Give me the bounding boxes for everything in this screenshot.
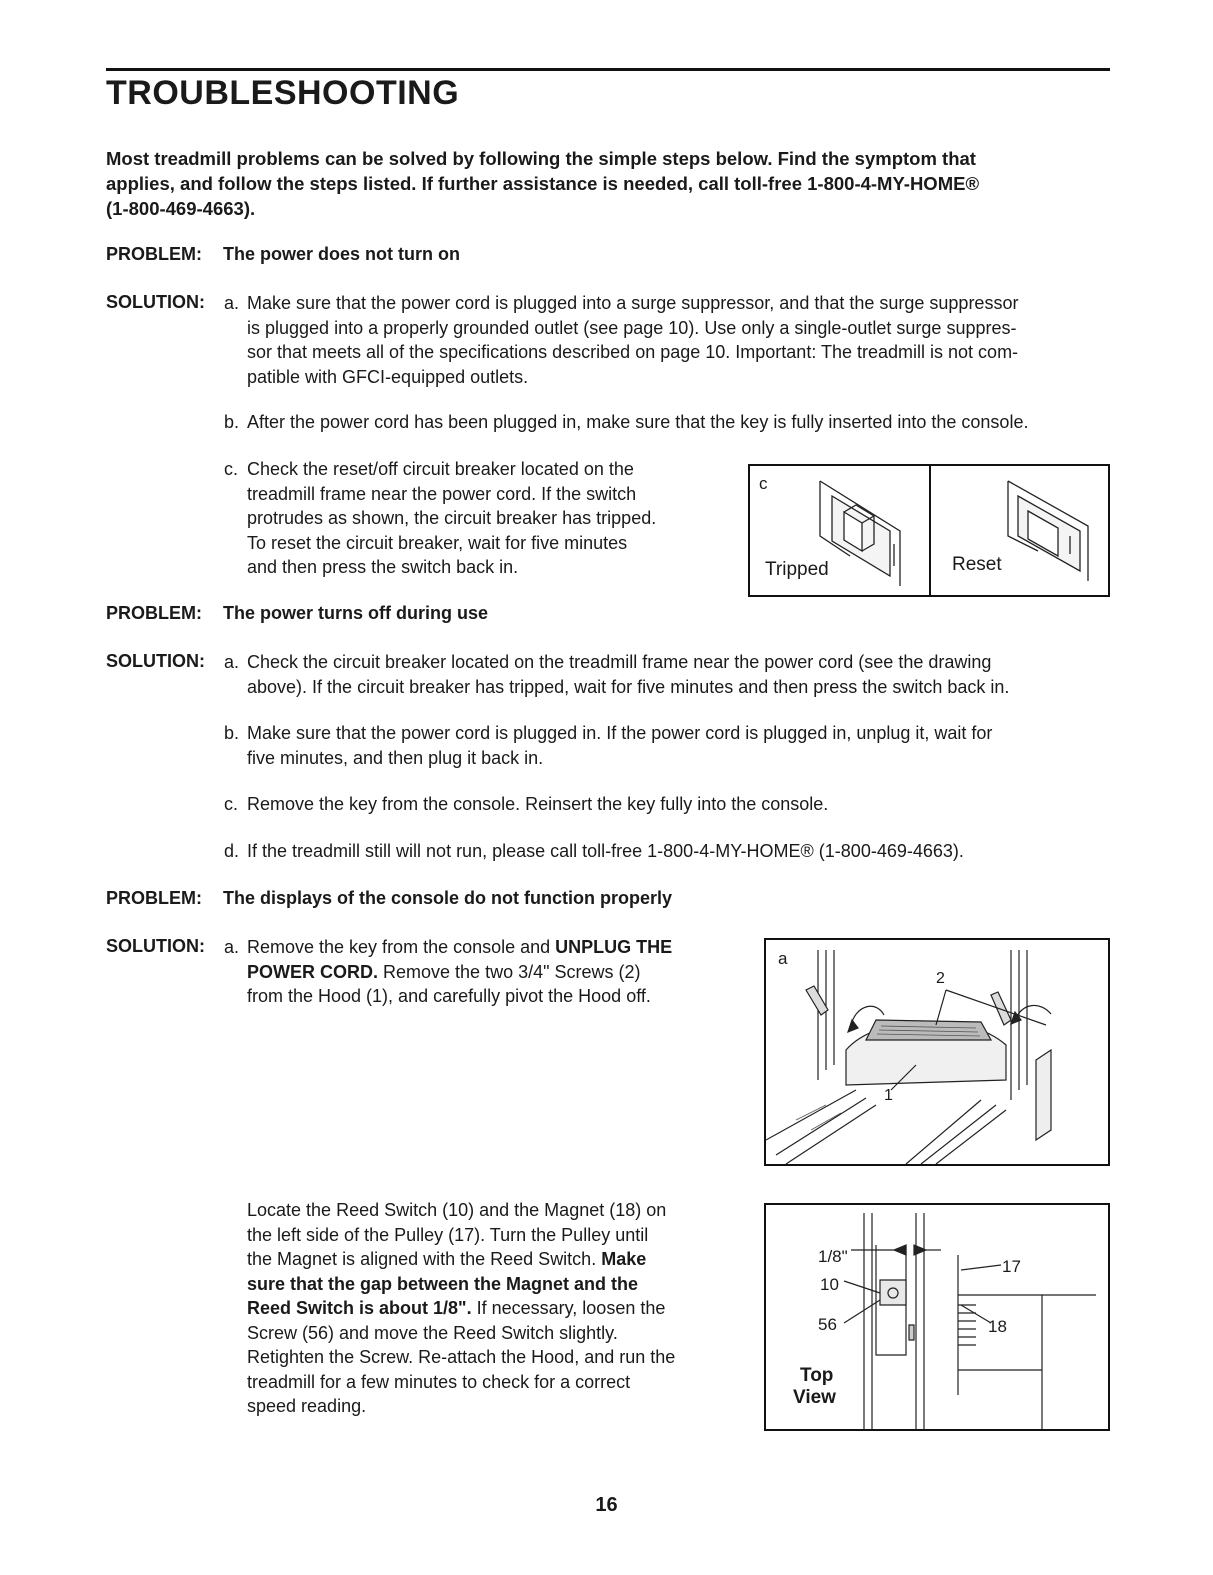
- reed-switch-figure: [764, 1203, 1110, 1431]
- text-line: Make sure that the power cord is plugged into a surge suppressor, and that the surge suppressor: [247, 293, 1019, 313]
- callout-2: 2: [936, 970, 945, 987]
- text-line: [247, 1296, 737, 1321]
- reset-switch-drawing: [998, 476, 1108, 591]
- reset-label: Reset: [952, 554, 1002, 575]
- reed-switch-top-view-drawing: [766, 1205, 1108, 1429]
- text-run: If necessary, loosen the: [471, 1298, 666, 1318]
- text-line: from the Hood (1), and carefully pivot the Hood off.: [247, 986, 651, 1006]
- step-text: [247, 291, 1018, 389]
- callout-gap: 1/8": [818, 1247, 848, 1266]
- title-rule: [106, 68, 1110, 71]
- text-run: Remove the two 3/4" Screws (2): [378, 961, 641, 982]
- tripped-switch-drawing: [810, 476, 920, 591]
- top-view-label-top: Top: [800, 1365, 834, 1386]
- step-text: [247, 935, 672, 1009]
- text-line: [247, 935, 672, 960]
- text-line: Check the circuit breaker located on the treadmill frame near the power cord (see the drawing: [247, 652, 992, 672]
- reed-switch-instructions: [247, 1198, 737, 1419]
- step-text: [247, 650, 1009, 699]
- text-line: Make sure that the power cord is plugged in. If the power cord is plugged in, unplug it, wait for: [247, 723, 993, 743]
- step-text: After the power cord has been plugged in, make sure that the key is fully inserted into the console.: [247, 412, 1029, 432]
- problem-1-title: The power does not turn on: [223, 244, 460, 264]
- step-text: If the treadmill still will not run, please call toll-free 1-800-4-MY-HOME® (1-800-469-4663).: [247, 841, 964, 861]
- callout-18: 18: [988, 1317, 1007, 1336]
- circuit-breaker-figure: [748, 464, 1110, 597]
- solution-label: SOLUTION:: [106, 936, 205, 956]
- page-title: TROUBLESHOOTING: [106, 74, 460, 112]
- step-text: Remove the key from the console. Reinsert the key fully into the console.: [247, 794, 829, 814]
- step-text: [247, 457, 656, 580]
- problem-3-title: The displays of the console do not function properly: [223, 888, 673, 908]
- problem-2-title: The power turns off during use: [223, 603, 488, 623]
- intro-line: Most treadmill problems can be solved by following the simple steps below. Find the symptom that: [106, 148, 976, 169]
- figure-letter: a: [778, 949, 788, 968]
- intro-line: (1-800-469-4663).: [106, 198, 256, 219]
- text-line: patible with GFCI-equipped outlets.: [247, 366, 529, 387]
- text-run-bold: UNPLUG THE: [555, 937, 673, 957]
- step-letter: b.: [224, 412, 240, 432]
- text-line: Retighten the Screw. Re-attach the Hood, and run the: [247, 1347, 676, 1367]
- text-line: [247, 1247, 737, 1272]
- problem-label: PROBLEM:: [106, 603, 202, 623]
- tripped-label: Tripped: [765, 559, 829, 580]
- text-line: is plugged into a properly grounded outlet (see page 10). Use only a single-outlet surge suppres-: [247, 317, 1017, 338]
- text-line: treadmill for a few minutes to check for a correct: [247, 1371, 631, 1392]
- hood-removal-figure: [764, 938, 1110, 1166]
- callout-10: 10: [820, 1275, 839, 1294]
- text-line: Screw (56) and move the Reed Switch slightly.: [247, 1322, 618, 1343]
- problem-label: PROBLEM:: [106, 244, 202, 264]
- text-line: treadmill frame near the power cord. If the switch: [247, 483, 637, 504]
- step-text: [247, 721, 992, 770]
- text-line: Locate the Reed Switch (10) and the Magnet (18) on: [247, 1200, 667, 1220]
- callout-17: 17: [1002, 1257, 1021, 1276]
- text-line: protrudes as shown, the circuit breaker has tripped.: [247, 508, 657, 528]
- text-line: Check the reset/off circuit breaker located on the: [247, 459, 634, 479]
- callout-56: 56: [818, 1315, 837, 1334]
- top-view-label-view: View: [793, 1387, 836, 1408]
- intro-paragraph: [106, 146, 1066, 221]
- step-letter: b.: [224, 723, 240, 743]
- text-line: the left side of the Pulley (17). Turn the Pulley until: [247, 1224, 649, 1245]
- text-run: the Magnet is aligned with the Reed Switch.: [247, 1249, 602, 1269]
- page-number: 16: [595, 1494, 618, 1516]
- figure-divider: [929, 466, 931, 597]
- step-letter: a.: [224, 937, 240, 957]
- text-line: five minutes, and then plug it back in.: [247, 747, 544, 768]
- callout-1: 1: [884, 1087, 893, 1104]
- treadmill-hood-drawing: [766, 940, 1108, 1164]
- text-line: speed reading.: [247, 1396, 367, 1416]
- solution-label: SOLUTION:: [106, 651, 205, 671]
- text-line: and then press the switch back in.: [247, 557, 519, 577]
- step-letter: a.: [224, 293, 240, 313]
- step-letter: c.: [224, 794, 239, 814]
- text-line: sor that meets all of the specifications described on page 10. Important: The treadmill is not com-: [247, 342, 1019, 362]
- step-letter: a.: [224, 652, 240, 672]
- step-letter: d.: [224, 841, 240, 861]
- problem-label: PROBLEM:: [106, 888, 202, 908]
- figure-letter: c: [759, 474, 768, 493]
- text-line: above). If the circuit breaker has tripped, wait for five minutes and then press the switch back in.: [247, 676, 1010, 697]
- text-run-bold: Reed Switch is about 1/8".: [247, 1298, 472, 1318]
- text-line: [247, 960, 672, 985]
- step-letter: c.: [224, 459, 239, 479]
- text-run: Remove the key from the console and: [247, 937, 556, 957]
- text-run-bold: Make: [601, 1249, 647, 1269]
- text-line: sure that the gap between the Magnet and the: [247, 1273, 639, 1294]
- text-line: To reset the circuit breaker, wait for five minutes: [247, 532, 628, 553]
- solution-label: SOLUTION:: [106, 292, 205, 312]
- text-run-bold: POWER CORD.: [247, 961, 379, 982]
- intro-line: applies, and follow the steps listed. If further assistance is needed, call toll-free 1-800-4-MY-HOME®: [106, 173, 980, 194]
